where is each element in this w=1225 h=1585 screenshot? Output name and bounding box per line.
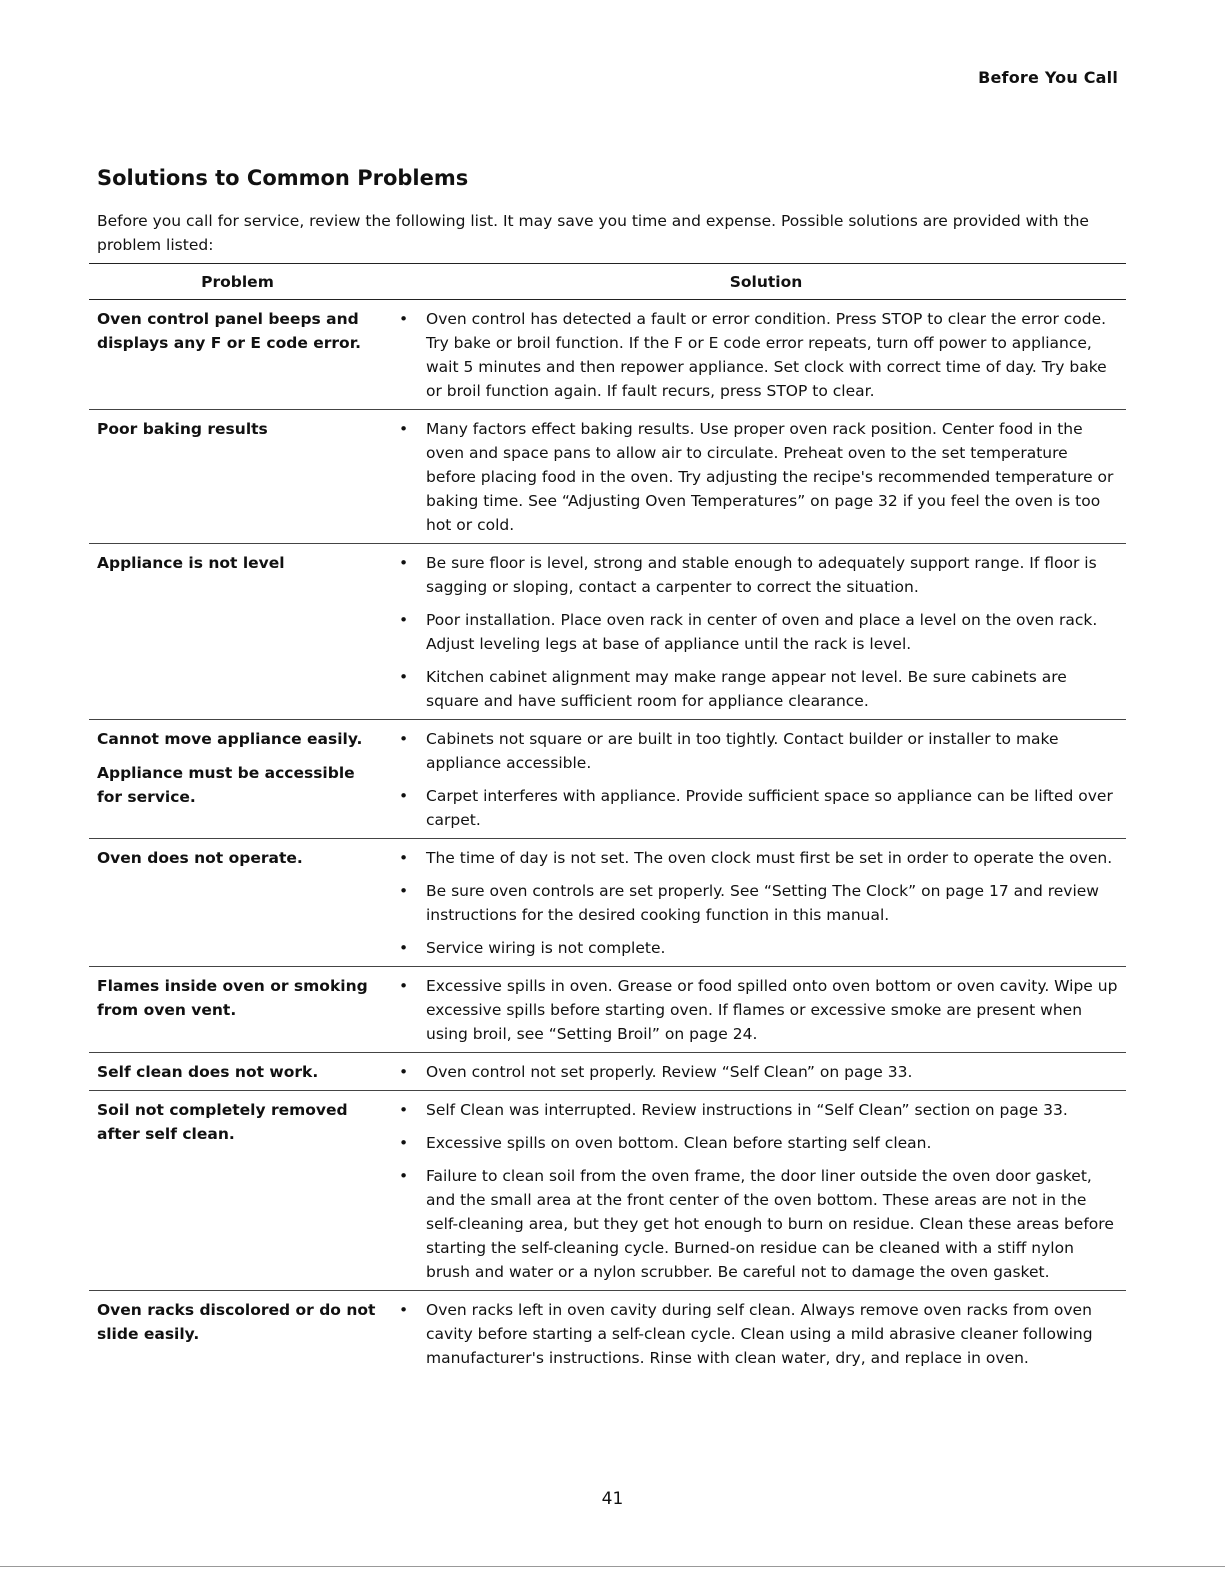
- solution-cell: [386, 1298, 1126, 1370]
- solution-cell: [386, 307, 1126, 403]
- page-bottom-rule: [0, 1566, 1225, 1567]
- solution-item: [386, 936, 1126, 960]
- table-row: [89, 720, 1126, 839]
- table-row: [89, 300, 1126, 410]
- bullet-icon: •: [399, 882, 409, 900]
- column-header-problem: Problem: [201, 272, 274, 291]
- problem-text: Oven control panel beeps and displays any F or E code error.: [97, 310, 362, 352]
- solution-cell: [386, 551, 1126, 713]
- solution-text: The time of day is not set. The oven clock must first be set in order to operate the oven.: [426, 849, 1113, 867]
- bullet-icon: •: [399, 310, 409, 328]
- solution-item: [386, 551, 1126, 599]
- solution-item: [386, 608, 1126, 656]
- solution-item: [386, 727, 1126, 775]
- column-header-solution: Solution: [729, 272, 803, 291]
- solution-cell: [386, 727, 1126, 832]
- solution-text: Excessive spills in oven. Grease or food spilled onto oven bottom or oven cavity. Wipe up excessive spills before starting oven. If flames or excessive smoke are present when using broil, see “Setting Broil” on page 24.: [426, 977, 1118, 1043]
- solution-cell: [386, 417, 1126, 537]
- solution-item: [386, 1060, 1126, 1084]
- bullet-icon: •: [399, 1301, 409, 1319]
- bullet-icon: •: [399, 939, 409, 957]
- table-row: [89, 1053, 1126, 1091]
- table-row: [89, 410, 1126, 544]
- solution-text: Oven control not set properly. Review “Self Clean” on page 33.: [426, 1063, 913, 1081]
- problem-cell: [89, 551, 386, 713]
- solution-item: [386, 1298, 1126, 1370]
- problem-cell: [89, 1298, 386, 1370]
- solution-item: [386, 879, 1126, 927]
- solution-item: [386, 417, 1126, 537]
- solution-text: Oven racks left in oven cavity during self clean. Always remove oven racks from oven cavity before starting a self-clean cycle. Clean using a mild abrasive cleaner following manufacturer's instructions. Rinse with clean water, dry, and replace in oven.: [426, 1301, 1093, 1367]
- solution-item: [386, 1164, 1126, 1284]
- bullet-icon: •: [399, 1101, 409, 1119]
- solution-text: Many factors effect baking results. Use proper oven rack position. Center food in the oven and space pans to allow air to circulate. Preheat oven to the set temperature before placing food in the oven. Try adjusting the recipe's recommended temperature or baking time. See “Adjusting Oven Temperatures” on page 32 if you feel the oven is too hot or cold.: [426, 420, 1114, 534]
- solution-item: [386, 974, 1126, 1046]
- bullet-icon: •: [399, 420, 409, 438]
- solution-item: [386, 665, 1126, 713]
- bullet-icon: •: [399, 1167, 409, 1185]
- problem-cell: [89, 1060, 386, 1084]
- solution-cell: [386, 974, 1126, 1046]
- problem-cell: [89, 417, 386, 537]
- solution-item: [386, 784, 1126, 832]
- table-row: [89, 1091, 1126, 1291]
- solution-text: Service wiring is not complete.: [426, 939, 666, 957]
- problem-text: Oven does not operate.: [97, 849, 303, 867]
- table-body: [89, 300, 1126, 1376]
- page-number: 41: [601, 1489, 624, 1509]
- problem-text: Flames inside oven or smoking from oven vent.: [97, 977, 368, 1019]
- solution-text: Be sure oven controls are set properly. See “Setting The Clock” on page 17 and review instructions for the desired cooking function in this manual.: [426, 882, 1099, 924]
- problem-text: Poor baking results: [97, 420, 268, 438]
- solution-cell: [386, 1098, 1126, 1284]
- solution-text: Carpet interferes with appliance. Provide sufficient space so appliance can be lifted over carpet.: [426, 787, 1113, 829]
- table-row: [89, 967, 1126, 1053]
- troubleshooting-table: [89, 263, 1126, 1376]
- solution-text: Self Clean was interrupted. Review instructions in “Self Clean” section on page 33.: [426, 1101, 1068, 1119]
- problem-cell: [89, 974, 386, 1046]
- problem-cell: [89, 846, 386, 960]
- table-row: [89, 839, 1126, 967]
- solution-cell: [386, 1060, 1126, 1084]
- page-title: Solutions to Common Problems: [97, 166, 469, 190]
- problem-text: Appliance is not level: [97, 554, 285, 572]
- section-header-label: Before You Call: [978, 68, 1118, 87]
- solution-text: Be sure floor is level, strong and stable enough to adequately support range. If floor is sagging or sloping, contact a carpenter to correct the situation.: [426, 554, 1097, 596]
- bullet-icon: •: [399, 977, 409, 995]
- problem-text: Self clean does not work.: [97, 1063, 319, 1081]
- bullet-icon: •: [399, 554, 409, 572]
- solution-text: Failure to clean soil from the oven frame, the door liner outside the oven door gasket, and the small area at the front center of the oven bottom. These areas are not in the self-cleaning area, but they get hot enough to burn on residue. Clean these areas before starting the self-cleaning cycle. Burned-on residue can be cleaned with a stiff nylon brush and water or a nylon scrubber. Be careful not to damage the oven gasket.: [426, 1167, 1114, 1281]
- solution-item: [386, 1131, 1126, 1155]
- table-row: [89, 1291, 1126, 1376]
- solution-text: Cabinets not square or are built in too tightly. Contact builder or installer to make appliance accessible.: [426, 730, 1059, 772]
- bullet-icon: •: [399, 1134, 409, 1152]
- solution-item: [386, 307, 1126, 403]
- problem-cell: [89, 727, 386, 832]
- solution-cell: [386, 846, 1126, 960]
- bullet-icon: •: [399, 1063, 409, 1081]
- bullet-icon: •: [399, 611, 409, 629]
- problem-text: Oven racks discolored or do not slide easily.: [97, 1301, 376, 1343]
- table-header-row: [89, 263, 1126, 300]
- problem-text: Soil not completely removed after self clean.: [97, 1101, 348, 1143]
- solution-item: [386, 846, 1126, 870]
- bullet-icon: •: [399, 787, 409, 805]
- bullet-icon: •: [399, 730, 409, 748]
- problem-text: Cannot move appliance easily.: [97, 730, 363, 748]
- solution-text: Oven control has detected a fault or error condition. Press STOP to clear the error code. Try bake or broil function. If the F or E code error repeats, turn off power to appliance, wait 5 minutes and then repower appliance. Set clock with correct time of day. Try bake or broil function again. If fault recurs, press STOP to clear.: [426, 310, 1107, 400]
- solution-item: [386, 1098, 1126, 1122]
- problem-cell: [89, 1098, 386, 1284]
- bullet-icon: •: [399, 668, 409, 686]
- table-row: [89, 544, 1126, 720]
- solution-text: Excessive spills on oven bottom. Clean before starting self clean.: [426, 1134, 932, 1152]
- bullet-icon: •: [399, 849, 409, 867]
- solution-text: Kitchen cabinet alignment may make range appear not level. Be sure cabinets are square and have sufficient room for appliance clearance.: [426, 668, 1067, 710]
- problem-text: Appliance must be accessible for service.: [97, 764, 355, 806]
- solution-text: Poor installation. Place oven rack in center of oven and place a level on the oven rack. Adjust leveling legs at base of appliance until the rack is level.: [426, 611, 1098, 653]
- intro-paragraph: Before you call for service, review the following list. It may save you time and expense. Possible solutions are provided with the problem listed:: [97, 212, 1089, 254]
- problem-cell: [89, 307, 386, 403]
